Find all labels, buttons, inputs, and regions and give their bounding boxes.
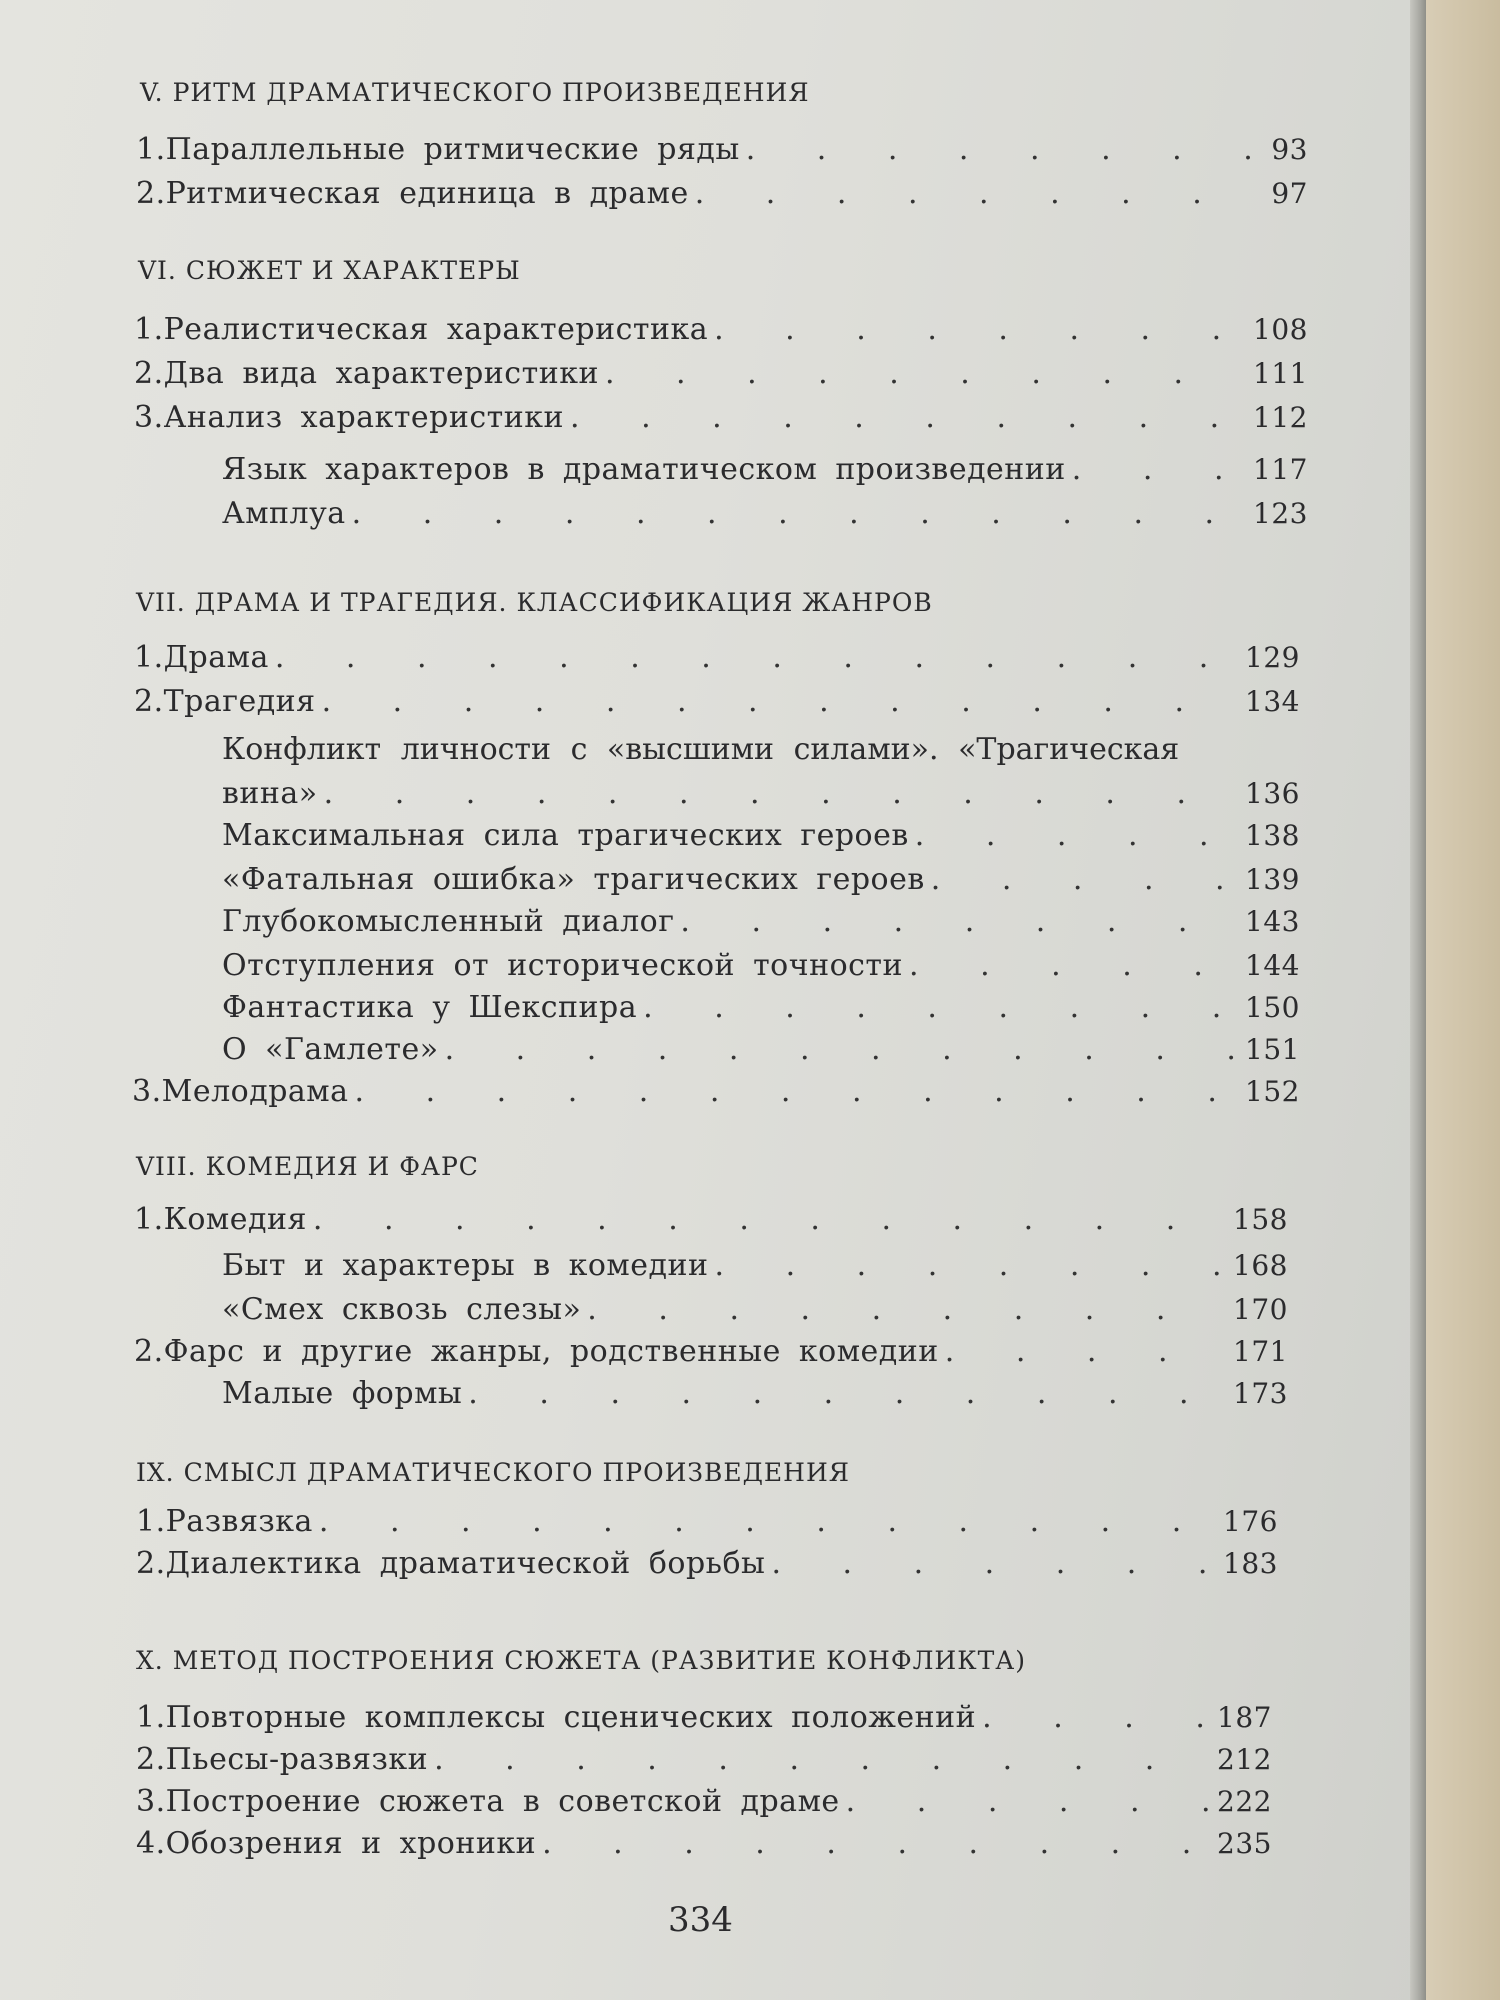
entry-page: 183	[1223, 1547, 1278, 1580]
entry-page: 112	[1253, 401, 1308, 434]
entry-number: 2.	[134, 684, 164, 719]
toc-entry[interactable]	[134, 312, 1308, 347]
entry-page: 152	[1245, 1075, 1300, 1108]
entry-label: «Фатальная ошибка» трагических героев	[222, 862, 925, 897]
entry-label: Язык характеров в драматическом произведении	[222, 452, 1066, 487]
leader-dots	[542, 1826, 1211, 1861]
entry-number: 2.	[136, 1742, 166, 1777]
entry-label: Обозрения и хроники	[165, 1826, 537, 1861]
section-title: VII. ДРАМА И ТРАГЕДИЯ. КЛАССИФИКАЦИЯ ЖАНРОВ	[136, 588, 933, 617]
entry-page: 97	[1271, 177, 1308, 210]
entry-label: Развязка	[165, 1504, 313, 1539]
entry-page: 144	[1245, 949, 1300, 982]
toc-entry[interactable]	[136, 1826, 1272, 1861]
toc-entry[interactable]	[134, 640, 1300, 675]
leader-dots	[643, 990, 1239, 1025]
entry-number: 1.	[134, 1202, 164, 1237]
toc-entry[interactable]	[136, 1784, 1272, 1819]
toc-entry[interactable]	[222, 818, 1300, 853]
entry-label: Реалистическая характеристика	[163, 312, 709, 347]
entry-page: 111	[1253, 357, 1308, 390]
leader-dots	[909, 948, 1239, 983]
toc-entry[interactable]	[222, 1032, 1300, 1067]
entry-label: Два вида характеристики	[163, 356, 599, 391]
leader-dots	[715, 1248, 1228, 1283]
entry-label: Параллельные ритмические ряды	[165, 132, 740, 167]
entry-label: О «Гамлете»	[222, 1032, 439, 1067]
toc-entry[interactable]	[134, 1334, 1288, 1369]
toc-entry[interactable]	[136, 1546, 1278, 1581]
section-title: X. МЕТОД ПОСТРОЕНИЯ СЮЖЕТА (РАЗВИТИЕ КОНФЛИКТА)	[136, 1646, 1026, 1675]
entry-label: вина»	[222, 776, 318, 811]
entry-label: Драма	[163, 640, 269, 675]
section-title: VIII. КОМЕДИЯ И ФАРС	[136, 1152, 479, 1181]
entry-page: 134	[1245, 685, 1300, 718]
leader-dots	[445, 1032, 1239, 1067]
leader-dots	[468, 1376, 1227, 1411]
entry-page: 108	[1253, 313, 1308, 346]
entry-label: Построение сюжета в советской драме	[165, 1784, 840, 1819]
toc-entry[interactable]	[222, 1376, 1288, 1411]
entry-label: Повторные комплексы сценических положений	[165, 1700, 977, 1735]
entry-label: Комедия	[163, 1202, 307, 1237]
toc-entry[interactable]	[136, 1700, 1272, 1735]
leader-dots	[355, 1074, 1240, 1109]
entry-page: 151	[1245, 1033, 1300, 1066]
leader-dots	[945, 1334, 1227, 1369]
leader-dots	[915, 818, 1239, 853]
entry-label: Амплуа	[222, 496, 346, 531]
entry-number: 1.	[134, 640, 164, 675]
entry-page: 129	[1245, 641, 1300, 674]
entry-number: 3.	[132, 1074, 162, 1109]
toc-entry[interactable]	[134, 356, 1308, 391]
entry-page: 168	[1233, 1249, 1288, 1282]
entry-page: 170	[1233, 1293, 1288, 1326]
toc-entry[interactable]	[136, 132, 1308, 167]
entry-page: 158	[1233, 1203, 1288, 1236]
entry-label: Мелодрама	[161, 1074, 349, 1109]
toc-entry[interactable]	[222, 776, 1300, 811]
leader-dots	[570, 400, 1247, 435]
entry-label: Пьесы-развязки	[165, 1742, 429, 1777]
leader-dots	[714, 312, 1247, 347]
leader-dots	[319, 1504, 1217, 1539]
entry-label-line1: Конфликт личности с «высшими силами». «Трагическая	[222, 732, 1180, 767]
toc-entry[interactable]	[222, 904, 1300, 939]
entry-label: Трагедия	[163, 684, 316, 719]
book-binding	[1426, 0, 1500, 2000]
entry-number: 2.	[136, 1546, 166, 1581]
leader-dots	[982, 1700, 1211, 1735]
entry-number: 1.	[134, 312, 164, 347]
section-title: IX. СМЫСЛ ДРАМАТИЧЕСКОГО ПРОИЗВЕДЕНИЯ	[136, 1458, 850, 1487]
entry-page: 138	[1245, 819, 1300, 852]
leader-dots	[324, 776, 1239, 811]
entry-number: 2.	[134, 356, 164, 391]
entry-page: 176	[1223, 1505, 1278, 1538]
leader-dots	[1072, 452, 1247, 487]
entry-label: Фантастика у Шекспира	[222, 990, 638, 1025]
leader-dots	[587, 1292, 1227, 1327]
entry-page: 150	[1245, 991, 1300, 1024]
entry-page: 136	[1245, 777, 1300, 810]
entry-page: 212	[1217, 1743, 1272, 1776]
entry-page: 123	[1253, 497, 1308, 530]
leader-dots	[846, 1784, 1211, 1819]
leader-dots	[680, 904, 1239, 939]
leader-dots	[695, 176, 1266, 211]
entry-number: 3.	[134, 400, 164, 435]
entry-number: 1.	[136, 1504, 166, 1539]
entry-label: Фарс и другие жанры, родственные комедии	[163, 1334, 939, 1369]
entry-number: 4.	[136, 1826, 166, 1861]
section-title: V. РИТМ ДРАМАТИЧЕСКОГО ПРОИЗВЕДЕНИЯ	[140, 78, 810, 107]
entry-page: 117	[1253, 453, 1308, 486]
page-number: 334	[668, 1900, 733, 1940]
leader-dots	[605, 356, 1247, 391]
entry-page: 173	[1233, 1377, 1288, 1410]
toc-entry[interactable]	[134, 684, 1300, 719]
entry-page: 139	[1245, 863, 1300, 896]
toc-entry[interactable]	[222, 948, 1300, 983]
toc-entry[interactable]	[222, 1248, 1288, 1283]
toc-entry[interactable]	[222, 496, 1308, 531]
entry-page: 222	[1217, 1785, 1272, 1818]
entry-page: 143	[1245, 905, 1300, 938]
entry-label: Отступления от исторической точности	[222, 948, 904, 983]
entry-page: 235	[1217, 1827, 1272, 1860]
entry-number: 2.	[136, 176, 166, 211]
toc-entry[interactable]	[222, 862, 1300, 897]
entry-label: Глубокомысленный диалог	[222, 904, 675, 939]
entry-label: Максимальная сила трагических героев	[222, 818, 909, 853]
leader-dots	[931, 862, 1239, 897]
leader-dots	[313, 1202, 1227, 1237]
toc-entry[interactable]	[136, 1504, 1278, 1539]
leader-dots	[275, 640, 1239, 675]
entry-number: 1.	[136, 1700, 166, 1735]
entry-label: Ритмическая единица в драме	[165, 176, 689, 211]
leader-dots	[771, 1546, 1217, 1581]
entry-label: «Смех сквозь слезы»	[222, 1292, 582, 1327]
leader-dots	[746, 132, 1266, 167]
leader-dots	[322, 684, 1239, 719]
entry-page: 187	[1217, 1701, 1272, 1734]
toc-entry[interactable]	[136, 1742, 1272, 1777]
toc-entry[interactable]	[222, 452, 1308, 487]
toc-entry[interactable]	[134, 1202, 1288, 1237]
entry-label: Диалектика драматической борьбы	[165, 1546, 766, 1581]
toc-entry[interactable]	[136, 176, 1308, 211]
section-title: VI. СЮЖЕТ И ХАРАКТЕРЫ	[138, 256, 521, 285]
entry-page: 93	[1271, 133, 1308, 166]
entry-number: 2.	[134, 1334, 164, 1369]
entry-label: Быт и характеры в комедии	[222, 1248, 709, 1283]
toc-entry[interactable]	[134, 400, 1308, 435]
entry-page: 171	[1233, 1335, 1288, 1368]
entry-number: 1.	[136, 132, 166, 167]
leader-dots	[352, 496, 1247, 531]
entry-label: Малые формы	[222, 1376, 463, 1411]
toc-entry[interactable]	[222, 1292, 1288, 1327]
entry-number: 3.	[136, 1784, 166, 1819]
toc-entry[interactable]	[132, 1074, 1300, 1109]
leader-dots	[434, 1742, 1211, 1777]
entry-label: Анализ характеристики	[163, 400, 565, 435]
toc-entry[interactable]	[222, 990, 1300, 1025]
